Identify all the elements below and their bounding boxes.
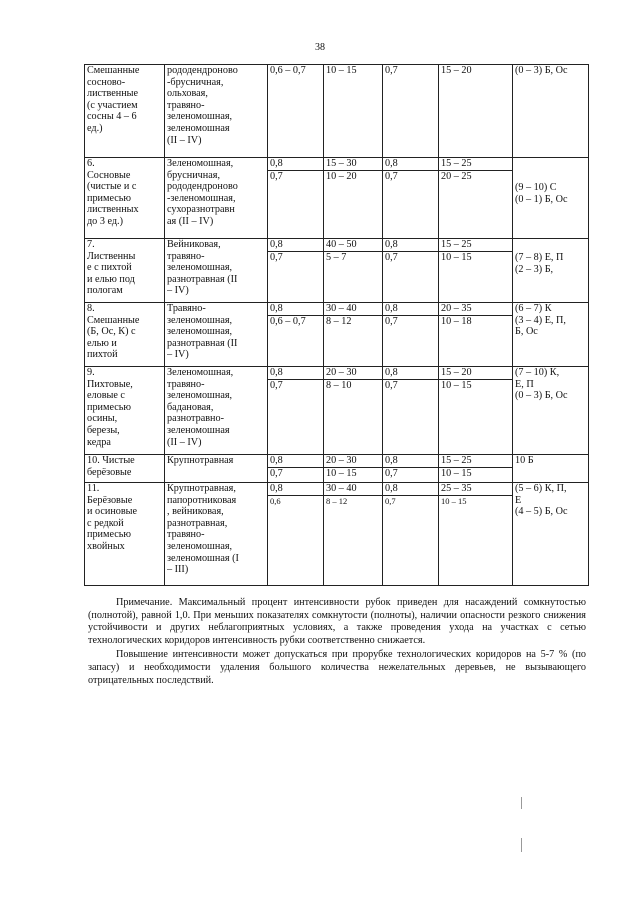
value-line: 0,7 xyxy=(385,467,398,479)
text-line: (0 – 3) Б, Ос xyxy=(515,390,568,402)
text-line: (0 – 3) Б, Ос xyxy=(515,65,568,76)
repeat-period-cell xyxy=(439,65,513,158)
forest-group-cell xyxy=(85,367,165,455)
text-line: Е, П xyxy=(515,378,534,390)
text-line: сосново- xyxy=(87,76,126,88)
value-line: 0,7 xyxy=(385,170,398,182)
value-line: 0,8 xyxy=(268,158,323,171)
value-line: 0,7 xyxy=(270,379,283,391)
text-line: -зеленомошная, xyxy=(167,192,236,204)
text-line: Смешанные xyxy=(87,65,140,76)
text-line: (0 – 1) Б, Ос xyxy=(515,193,568,205)
value-line: 0,7 xyxy=(385,315,398,327)
repeat-period-cell xyxy=(439,455,513,483)
text-line: зеленомошная xyxy=(167,424,230,436)
text-line: Зеленомошная, xyxy=(167,367,234,378)
text-line: разнотравно- xyxy=(167,413,224,425)
text-line: 9. xyxy=(87,367,95,378)
text-line: (чистые и с xyxy=(87,181,137,193)
value-line: 0,6 – 0,7 xyxy=(270,65,306,76)
value-line: 0,8 xyxy=(383,239,438,252)
text-line: е с пихтой xyxy=(87,262,132,274)
text-line: 8. xyxy=(87,303,95,314)
value-line: 0,7 xyxy=(270,467,283,479)
table-row xyxy=(85,455,589,483)
density-cell xyxy=(268,65,324,158)
value-line: 0,8 xyxy=(383,303,438,316)
value-line: 10 – 15 xyxy=(441,379,472,391)
text-line: Е xyxy=(515,494,522,506)
text-line: (3 – 4) Е, П, xyxy=(515,314,566,326)
text-line: зеленомошная xyxy=(167,122,230,134)
forest-type-cell xyxy=(165,239,268,303)
text-line: (Б, Ос, К) с xyxy=(87,326,136,338)
text-line: еловые с xyxy=(87,390,125,402)
value-line: 30 – 40 xyxy=(324,483,382,496)
value-line: 0,8 xyxy=(383,367,438,380)
text-line: Сосновые xyxy=(87,169,131,181)
text-line: 7. xyxy=(87,239,95,250)
text-line: (с участием xyxy=(87,99,138,111)
text-line: (2 – 3) Б, xyxy=(515,263,554,275)
value-line: 0,7 xyxy=(270,170,283,182)
value-line: 10 – 18 xyxy=(441,315,472,327)
intensity-cell xyxy=(324,303,383,367)
value-line: 30 – 40 xyxy=(324,303,382,316)
value-line: 25 – 35 xyxy=(439,483,512,496)
target-composition-cell xyxy=(513,455,589,483)
text-line: березы, xyxy=(87,424,120,436)
thinning-intensity-table xyxy=(84,64,589,586)
density-cell xyxy=(268,367,324,455)
text-line: (II – IV) xyxy=(167,436,202,448)
text-line: осины, xyxy=(87,413,118,425)
table-row xyxy=(85,65,589,158)
text-line: Крупнотравная xyxy=(167,455,234,466)
min-density-cell xyxy=(383,158,439,239)
text-line: примесью xyxy=(87,401,131,413)
target-composition-cell xyxy=(513,483,589,586)
text-line: рододендроново xyxy=(167,65,238,76)
forest-group-cell xyxy=(85,65,165,158)
value-line: 8 – 12 xyxy=(326,495,348,506)
table-row xyxy=(85,303,589,367)
table-row xyxy=(85,367,589,455)
text-line: примесью xyxy=(87,529,131,541)
value-line: 10 – 15 xyxy=(326,65,357,76)
value-line: 15 – 25 xyxy=(439,158,512,171)
text-line: (9 – 10) С xyxy=(515,182,557,193)
text-line: 6. xyxy=(87,158,95,169)
value-line: 0,8 xyxy=(268,239,323,252)
forest-group-cell xyxy=(85,239,165,303)
text-line: травяно- xyxy=(167,378,205,390)
text-line: примесью xyxy=(87,192,131,204)
target-composition-cell xyxy=(513,367,589,455)
text-line: рододендроново xyxy=(167,181,238,193)
target-composition-cell xyxy=(513,303,589,367)
text-line: бадановая, xyxy=(167,401,214,413)
text-line: (II – IV) xyxy=(167,134,202,146)
value-line: 0,7 xyxy=(385,65,398,76)
text-line: зеленомошная, xyxy=(167,314,233,326)
text-line: Берёзовые xyxy=(87,494,133,506)
value-line: 10 – 15 xyxy=(441,495,467,506)
min-density-cell xyxy=(383,65,439,158)
repeat-period-cell xyxy=(439,239,513,303)
intensity-cell xyxy=(324,455,383,483)
value-line: 0,6 xyxy=(270,495,281,506)
text-line: ая (II – IV) xyxy=(167,215,214,227)
min-density-cell xyxy=(383,367,439,455)
forest-type-cell xyxy=(165,158,268,239)
forest-group-cell xyxy=(85,483,165,586)
text-line: кедра xyxy=(87,436,111,448)
text-line: (7 – 10) К, xyxy=(515,367,560,378)
intensity-cell xyxy=(324,158,383,239)
value-line: 0,7 xyxy=(385,495,396,506)
text-line: зеленомошная, xyxy=(167,111,233,123)
forest-group-cell xyxy=(85,303,165,367)
text-line: 11. xyxy=(87,483,100,494)
text-line: (4 – 5) Б, Ос xyxy=(515,506,568,518)
value-line: 10 – 15 xyxy=(441,251,472,263)
text-line: зеленомошная, xyxy=(167,540,233,552)
forest-group-cell xyxy=(85,455,165,483)
text-line: и осиновые xyxy=(87,506,138,518)
text-line: (6 – 7) К xyxy=(515,303,552,314)
repeat-period-cell xyxy=(439,367,513,455)
density-cell xyxy=(268,455,324,483)
density-cell xyxy=(268,303,324,367)
note-paragraph: Повышение интенсивности может допускаться при прорубке технологических коридоров на 5-7 % (по запасу) и необходимости удаления большого количества нежелательных деревьев, не вызывающего отрицательных последствий. xyxy=(88,649,586,686)
table-row xyxy=(85,239,589,303)
forest-type-cell xyxy=(165,367,268,455)
repeat-period-cell xyxy=(439,158,513,239)
text-line: -брусничная, xyxy=(167,76,224,88)
forest-type-cell xyxy=(165,483,268,586)
text-line: – IV) xyxy=(167,285,189,297)
value-line: 0,8 xyxy=(383,483,438,496)
text-line: – III) xyxy=(167,564,189,576)
value-line: 0,8 xyxy=(268,455,323,468)
value-line: 20 – 30 xyxy=(324,367,382,380)
text-line: зеленомошная, xyxy=(167,262,233,274)
repeat-period-cell xyxy=(439,303,513,367)
text-line: разнотравная (II xyxy=(167,273,238,285)
min-density-cell xyxy=(383,455,439,483)
text-line: , вейниковая, xyxy=(167,506,224,518)
value-line: 0,8 xyxy=(268,303,323,316)
text-line: сухоразнотравн xyxy=(167,204,235,216)
note-block xyxy=(88,597,586,687)
value-line: 15 – 25 xyxy=(439,239,512,252)
min-density-cell xyxy=(383,303,439,367)
text-line: папоротниковая xyxy=(167,494,237,506)
text-line: с редкой xyxy=(87,517,124,529)
text-line: Пихтовые, xyxy=(87,378,133,390)
value-line: 10 – 20 xyxy=(326,170,357,182)
text-line: елью и xyxy=(87,337,117,349)
table-row xyxy=(85,483,589,586)
value-line: 0,8 xyxy=(268,367,323,380)
note-paragraph: Примечание. Максимальный процент интенсивности рубок приведен для насаждений сомкнутостью (полнотой), равной 1,0. При меньших показателях сомкнутости (полноты), наличии опасности резкого снижения устойчивости и других неблагоприятных условиях, а также проведения ухода на участках с сетью технологических коридоров интенсивность рубки соответственно снижается. xyxy=(88,597,586,646)
text-line: берёзовые xyxy=(87,466,132,478)
text-line: зеленомошная, xyxy=(167,390,233,402)
text-line: – IV) xyxy=(167,349,189,361)
value-line: 20 – 30 xyxy=(324,455,382,468)
text-line: Крупнотравная, xyxy=(167,483,236,494)
text-line: Вейниковая, xyxy=(167,239,221,250)
margin-mark xyxy=(521,797,522,809)
text-line: травяно- xyxy=(167,99,205,111)
repeat-period-cell xyxy=(439,483,513,586)
text-line: пологам xyxy=(87,285,123,297)
table-row xyxy=(85,158,589,239)
forest-group-cell xyxy=(85,158,165,239)
text-line: лиственные xyxy=(87,88,139,100)
value-line: 0,8 xyxy=(383,158,438,171)
text-line: зеленомошная (I xyxy=(167,552,239,564)
min-density-cell xyxy=(383,239,439,303)
target-composition-cell xyxy=(513,65,589,158)
value-line: 40 – 50 xyxy=(324,239,382,252)
forest-type-cell xyxy=(165,65,268,158)
text-line: разнотравная (II xyxy=(167,337,238,349)
page-number: 38 xyxy=(315,42,325,53)
value-line: 10 – 15 xyxy=(326,467,357,479)
forest-type-cell xyxy=(165,303,268,367)
text-line: сосны 4 – 6 xyxy=(87,111,137,123)
density-cell xyxy=(268,158,324,239)
text-line: (5 – 6) К, П, xyxy=(515,483,567,494)
min-density-cell xyxy=(383,483,439,586)
value-line: 8 – 10 xyxy=(326,379,352,391)
text-line: Б, Ос xyxy=(515,326,538,338)
text-line: Лиственны xyxy=(87,250,136,262)
value-line: 15 – 20 xyxy=(439,367,512,380)
value-line: 10 – 15 xyxy=(441,467,472,479)
value-line: 15 – 25 xyxy=(439,455,512,468)
text-line: пихтой xyxy=(87,349,118,361)
text-line: хвойных xyxy=(87,540,125,552)
text-line: брусничная, xyxy=(167,169,220,181)
text-line: разнотравная, xyxy=(167,517,228,529)
value-line: 0,7 xyxy=(385,379,398,391)
value-line: 5 – 7 xyxy=(326,251,347,263)
value-line: 15 – 20 xyxy=(441,65,472,76)
value-line: 0,8 xyxy=(268,483,323,496)
intensity-cell xyxy=(324,367,383,455)
value-line: 20 – 35 xyxy=(439,303,512,316)
target-composition-cell xyxy=(513,239,589,303)
text-line: Травяно- xyxy=(167,303,206,314)
text-line: 10 Б xyxy=(515,455,534,466)
text-line: Смешанные xyxy=(87,314,140,326)
value-line: 8 – 12 xyxy=(326,315,352,327)
target-composition-cell xyxy=(513,158,589,239)
density-cell xyxy=(268,239,324,303)
text-line: зеленомошная, xyxy=(167,326,233,338)
text-line: Зеленомошная, xyxy=(167,158,234,169)
margin-mark xyxy=(521,838,522,852)
value-line: 0,8 xyxy=(383,455,438,468)
text-line: 10. Чистые xyxy=(87,455,135,466)
text-line: травяно- xyxy=(167,250,205,262)
value-line: 0,7 xyxy=(385,251,398,263)
text-line: травяно- xyxy=(167,529,205,541)
text-line: ед.) xyxy=(87,122,103,134)
forest-type-cell xyxy=(165,455,268,483)
density-cell xyxy=(268,483,324,586)
text-line: (7 – 8) Е, П xyxy=(515,252,564,263)
value-line: 0,7 xyxy=(270,251,283,263)
intensity-cell xyxy=(324,65,383,158)
text-line: и елью под xyxy=(87,273,135,285)
text-line: ольховая, xyxy=(167,88,208,100)
text-line: до 3 ед.) xyxy=(87,215,123,227)
intensity-cell xyxy=(324,239,383,303)
value-line: 0,6 – 0,7 xyxy=(270,315,306,327)
text-line: лиственных xyxy=(87,204,139,216)
value-line: 15 – 30 xyxy=(324,158,382,171)
intensity-cell xyxy=(324,483,383,586)
value-line: 20 – 25 xyxy=(441,170,472,182)
